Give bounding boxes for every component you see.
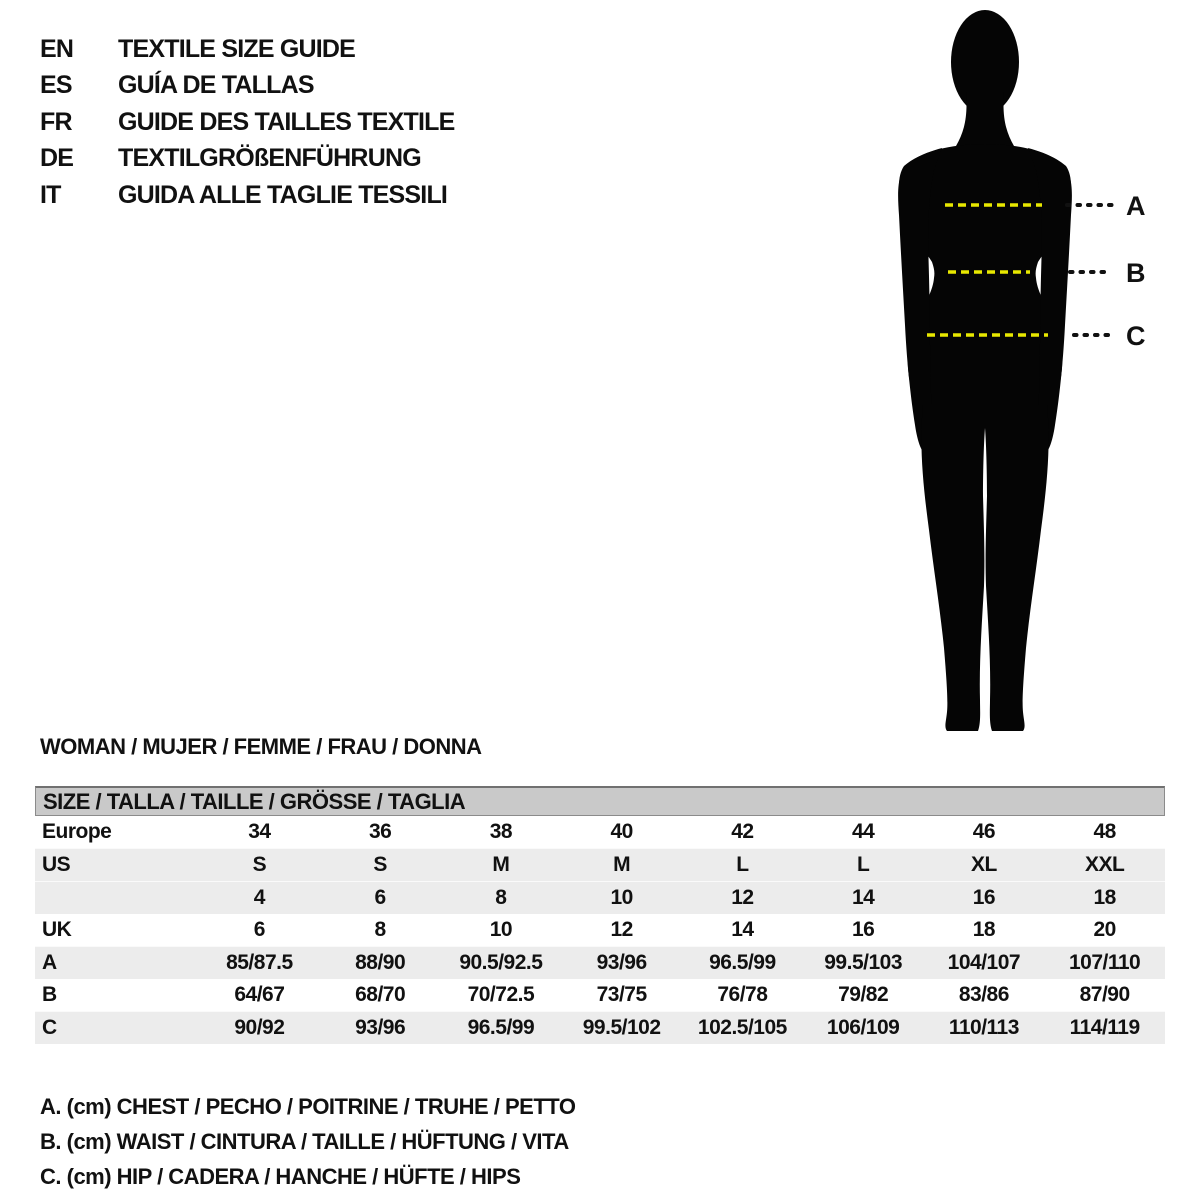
size-cell: 8 <box>320 914 441 947</box>
size-cell: 10 <box>561 882 682 915</box>
size-cell: L <box>682 849 803 882</box>
size-cell: 90.5/92.5 <box>441 947 562 980</box>
language-list <box>40 31 455 214</box>
size-cell: 96.5/99 <box>441 1012 562 1045</box>
size-cell: 14 <box>682 914 803 947</box>
size-cell: 87/90 <box>1044 979 1165 1012</box>
size-cell: 83/86 <box>924 979 1045 1012</box>
language-code: EN <box>40 34 74 63</box>
language-row <box>40 104 455 141</box>
size-cell: 4 <box>199 882 320 915</box>
language-row <box>40 177 455 214</box>
size-cell: 6 <box>199 914 320 947</box>
size-cell: 42 <box>682 816 803 849</box>
size-cell: 14 <box>803 882 924 915</box>
silhouette-legs <box>921 405 1048 731</box>
size-cell: 110/113 <box>924 1012 1045 1045</box>
size-cell: 48 <box>1044 816 1165 849</box>
size-cell: 10 <box>441 914 562 947</box>
size-cell: 68/70 <box>320 979 441 1012</box>
table-row-uk <box>35 914 1165 947</box>
language-row <box>40 141 455 178</box>
language-code: ES <box>40 71 72 100</box>
size-cell: 93/96 <box>561 947 682 980</box>
size-cell: 96.5/99 <box>682 947 803 980</box>
language-code: IT <box>40 180 61 209</box>
language-label: GUÍA DE TALLAS <box>118 71 314 100</box>
language-label: TEXTILGRÖßENFÜHRUNG <box>118 144 421 173</box>
row-label: Europe <box>35 816 199 849</box>
size-cell: 38 <box>441 816 562 849</box>
size-cell: 107/110 <box>1044 947 1165 980</box>
size-cell: 6 <box>320 882 441 915</box>
language-code: FR <box>40 107 72 136</box>
row-label: US <box>35 849 199 882</box>
row-label: A <box>35 947 199 980</box>
table-row-us-numeric <box>35 882 1165 915</box>
size-cell: M <box>561 849 682 882</box>
woman-silhouette-figure <box>860 0 1200 760</box>
size-cell: 18 <box>1044 882 1165 915</box>
table-row-chest <box>35 947 1165 980</box>
size-cell: 90/92 <box>199 1012 320 1045</box>
language-label: TEXTILE SIZE GUIDE <box>118 34 356 63</box>
size-cell: 93/96 <box>320 1012 441 1045</box>
size-cell: S <box>199 849 320 882</box>
size-cell: 106/109 <box>803 1012 924 1045</box>
size-cell: S <box>320 849 441 882</box>
size-cell: 85/87.5 <box>199 947 320 980</box>
legend-item-chest: A. (cm) CHEST / PECHO / POITRINE / TRUHE / PETTO <box>40 1094 576 1119</box>
measure-label-chest: A <box>1126 191 1146 221</box>
legend-item-waist: B. (cm) WAIST / CINTURA / TAILLE / HÜFTUNG / VITA <box>40 1129 569 1154</box>
size-cell: 99.5/103 <box>803 947 924 980</box>
size-cell: XL <box>924 849 1045 882</box>
measurement-legend <box>40 1089 575 1194</box>
size-cell: 73/75 <box>561 979 682 1012</box>
size-cell: 79/82 <box>803 979 924 1012</box>
size-table <box>35 786 1165 1044</box>
size-cell: 99.5/102 <box>561 1012 682 1045</box>
size-cell: 12 <box>561 914 682 947</box>
language-label: GUIDE DES TAILLES TEXTILE <box>118 107 455 136</box>
size-cell: 114/119 <box>1044 1012 1165 1045</box>
size-cell: XXL <box>1044 849 1165 882</box>
gender-title: WOMAN / MUJER / FEMME / FRAU / DONNA <box>40 734 482 759</box>
size-cell: L <box>803 849 924 882</box>
table-row-us <box>35 849 1165 882</box>
size-cell: 36 <box>320 816 441 849</box>
size-cell: 44 <box>803 816 924 849</box>
row-label: UK <box>35 914 199 947</box>
table-row-hip <box>35 1012 1165 1045</box>
size-cell: 16 <box>803 914 924 947</box>
size-cell: 102.5/105 <box>682 1012 803 1045</box>
language-label: GUIDA ALLE TAGLIE TESSILI <box>118 180 448 209</box>
size-table-grid <box>35 816 1165 1044</box>
size-cell: 16 <box>924 882 1045 915</box>
size-cell: 46 <box>924 816 1045 849</box>
measure-label-waist: B <box>1126 258 1146 288</box>
size-cell: 104/107 <box>924 947 1045 980</box>
legend-item-hip: C. (cm) HIP / CADERA / HANCHE / HÜFTE / HIPS <box>40 1164 521 1189</box>
size-cell: 88/90 <box>320 947 441 980</box>
row-label: C <box>35 1012 199 1045</box>
size-cell: 64/67 <box>199 979 320 1012</box>
size-cell: 12 <box>682 882 803 915</box>
size-cell: 76/78 <box>682 979 803 1012</box>
table-row-europe <box>35 816 1165 849</box>
language-row <box>40 68 455 105</box>
size-cell: 8 <box>441 882 562 915</box>
row-label: B <box>35 979 199 1012</box>
measure-label-hip: C <box>1126 321 1146 351</box>
size-cell: 70/72.5 <box>441 979 562 1012</box>
language-code: DE <box>40 144 74 173</box>
table-row-waist <box>35 979 1165 1012</box>
row-label <box>35 882 199 915</box>
size-cell: 18 <box>924 914 1045 947</box>
size-cell: 20 <box>1044 914 1165 947</box>
language-row <box>40 31 455 68</box>
size-cell: 34 <box>199 816 320 849</box>
size-cell: 40 <box>561 816 682 849</box>
size-cell: M <box>441 849 562 882</box>
size-table-header: SIZE / TALLA / TAILLE / GRÖSSE / TAGLIA <box>35 786 1165 816</box>
